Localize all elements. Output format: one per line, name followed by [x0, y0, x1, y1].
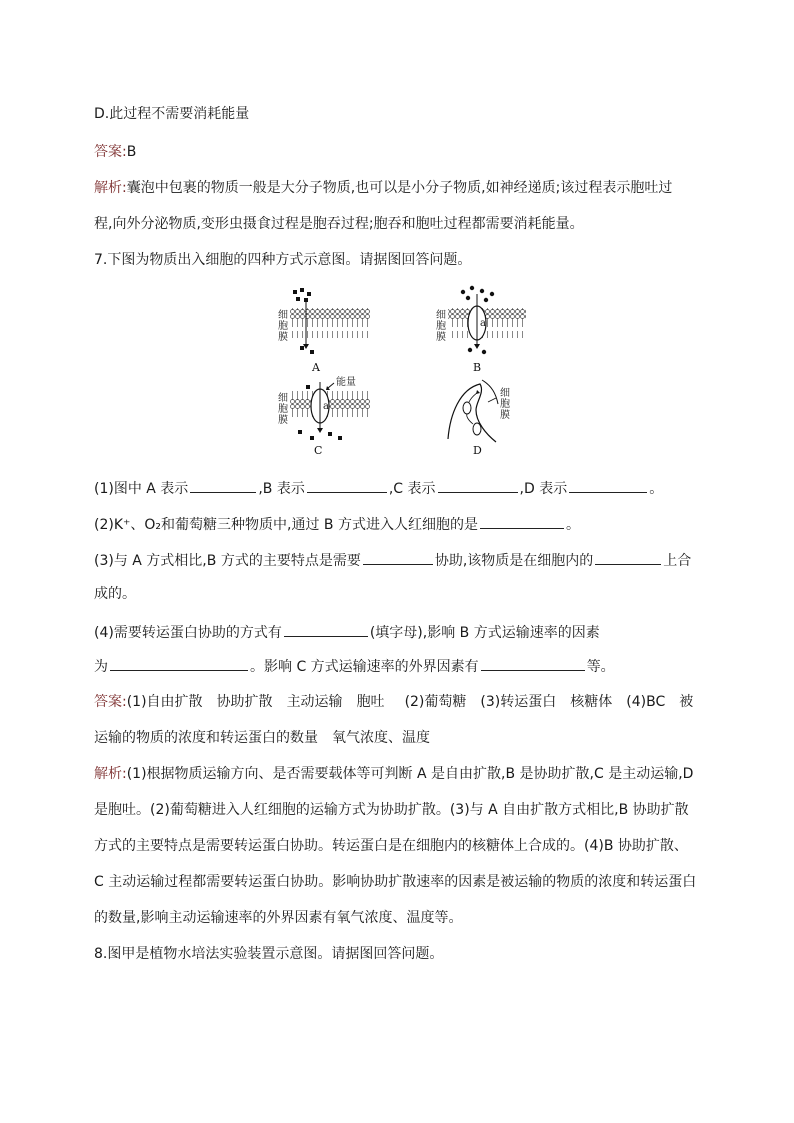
- particle: [480, 289, 484, 293]
- membrane-label-a-1: 细: [278, 310, 288, 321]
- sub3-text-3: 上合: [663, 553, 692, 569]
- particle: [298, 430, 302, 434]
- sub1-text-2: ,B 表示: [258, 481, 305, 497]
- particle: [338, 436, 342, 440]
- sub1-text-5: 。: [649, 481, 664, 497]
- blank-1c[interactable]: [438, 478, 518, 493]
- sub2-text-1: (2)K⁺、O₂和葡萄糖三种物质中,通过 B 方式进入人红细胞的是: [94, 517, 478, 533]
- blank-1a[interactable]: [190, 478, 256, 493]
- q7-answer-line-1: [94, 692, 693, 712]
- particle: [482, 350, 486, 354]
- particle: [328, 432, 332, 436]
- particle: [310, 436, 314, 440]
- particle: [470, 286, 474, 290]
- q7-stem: 7.下图为物质出入细胞的四种方式示意图。请据图回答问题。: [94, 252, 472, 268]
- membrane-label-c-3: 膜: [278, 415, 288, 426]
- membrane-b: [448, 308, 526, 338]
- analysis-text: (1)根据物质运输方向、是否需要载体等可判断 A 是自由扩散,B 是协助扩散,C 是主动运输,D: [126, 766, 694, 782]
- membrane-label-b-1: 细: [436, 310, 446, 321]
- transport-diagram: [270, 284, 530, 464]
- q7-sub2: [94, 514, 580, 535]
- energy-label: 能量: [336, 377, 356, 388]
- answer-part: 主动运输: [286, 694, 343, 710]
- answer-part: 协助扩散: [216, 694, 273, 710]
- answer-part: (3)转运蛋白: [480, 694, 557, 710]
- membrane-label-b-3: 膜: [436, 332, 446, 343]
- blank-1b[interactable]: [307, 478, 387, 493]
- q7-analysis-line-3: 方式的主要特点是需要转运蛋白协助。转运蛋白是在细胞内的核糖体上合成的。(4)B 协助扩散、: [94, 838, 688, 854]
- panel-d: [448, 380, 510, 457]
- q7-analysis-line-4: C 主动运输过程都需要转运蛋白协助。影响协助扩散速率的因素是被运输的物质的浓度和转运蛋白: [94, 874, 697, 890]
- carrier-label-b: a: [480, 318, 486, 329]
- sub4-text-3: 为: [94, 659, 108, 675]
- particle: [310, 350, 314, 354]
- answer-part: 运输的物质的浓度和转运蛋白的数量: [94, 730, 318, 746]
- caption-d: D: [473, 444, 482, 457]
- q7-sub4-line-1: [94, 622, 600, 643]
- answer-part: 氧气浓度、温度: [332, 730, 430, 746]
- answer-part: (1)自由扩散: [126, 694, 203, 710]
- sub1-text-4: ,D 表示: [519, 481, 568, 497]
- particle: [306, 385, 310, 389]
- particle: [468, 348, 472, 352]
- particle: [293, 290, 297, 294]
- answer-part: 被: [679, 694, 694, 710]
- panel-c: [278, 375, 370, 457]
- option-d: D.此过程不需要消耗能量: [94, 106, 250, 122]
- membrane-c: [290, 391, 370, 421]
- answer-part: 核糖体: [570, 694, 613, 710]
- q6-answer: [94, 142, 136, 162]
- caption-b: B: [473, 361, 482, 374]
- sub2-text-2: 。: [566, 517, 580, 533]
- answer-value: B: [126, 144, 137, 160]
- membrane-label-d-2: 胞: [500, 399, 510, 410]
- q8-stem: 8.图甲是植物水培法实验装置示意图。请据图回答问题。: [94, 946, 444, 962]
- sub3-text-1: (3)与 A 方式相比,B 方式的主要特点是需要: [94, 553, 361, 569]
- membrane-label-d-1: 细: [500, 388, 510, 399]
- q7-answer-line-2: [94, 728, 430, 748]
- panel-b: [436, 286, 526, 374]
- membrane-label-a-3: 膜: [278, 332, 288, 343]
- blank-1d[interactable]: [569, 478, 647, 493]
- blank-3a[interactable]: [363, 550, 433, 565]
- arrow-down-icon: [317, 428, 323, 433]
- answer-part: 胞吐: [356, 694, 385, 710]
- q6-analysis-line-2: 程,向外分泌物质,变形虫摄食过程是胞吞过程;胞吞和胞吐过程都需要消耗能量。: [94, 216, 584, 232]
- particle: [300, 288, 304, 292]
- vesicle: [473, 423, 481, 435]
- sub4-text-5: 等。: [586, 659, 615, 675]
- arrow-icon: [476, 390, 480, 394]
- particle: [466, 296, 470, 300]
- analysis-label: 解析:: [94, 180, 127, 196]
- answer-label: 答案:: [94, 144, 127, 160]
- blank-4a[interactable]: [284, 622, 368, 637]
- q7-analysis-line-1: [94, 764, 693, 784]
- sub1-text-3: ,C 表示: [388, 481, 436, 497]
- sub4-text-4: 。影响 C 方式运输速率的外界因素有: [250, 659, 479, 675]
- answer-part: (2)葡萄糖: [404, 694, 467, 710]
- particle: [300, 346, 304, 350]
- analysis-text: 囊泡中包裹的物质一般是大分子物质,也可以是小分子物质,如神经递质;该过程表示胞吐过: [126, 180, 673, 196]
- sub1-text-1: (1)图中 A 表示: [94, 481, 189, 497]
- q6-analysis-line-1: [94, 178, 672, 198]
- answer-part: (4)BC: [626, 694, 666, 710]
- panel-a: [278, 288, 370, 374]
- membrane-label-c-2: 胞: [278, 404, 288, 415]
- membrane-label-c-1: 细: [278, 393, 288, 404]
- blank-4b[interactable]: [110, 656, 248, 671]
- q7-sub3-line-2: 成的。: [94, 586, 136, 602]
- particle: [490, 292, 494, 296]
- caption-c: C: [314, 444, 323, 457]
- membrane-label-d-3: 膜: [500, 410, 510, 421]
- q7-sub4-line-2: [94, 656, 615, 677]
- sub4-text-2: (填字母),影响 B 方式运输速率的因素: [369, 625, 600, 641]
- blank-4c[interactable]: [481, 656, 585, 671]
- caption-a: A: [312, 361, 320, 374]
- q7-analysis-line-2: 是胞吐。(2)葡萄糖进入人红细胞的运输方式为协助扩散。(3)与 A 自由扩散方式相比,B 协助扩散: [94, 802, 689, 818]
- particle: [461, 290, 465, 294]
- carrier-label-c: a: [323, 401, 329, 412]
- particle: [296, 297, 300, 301]
- membrane-label-a-2: 胞: [278, 321, 288, 332]
- sub3-text-2: 协助,该物质是在细胞内的: [434, 553, 594, 569]
- analysis-label: 解析:: [94, 766, 127, 782]
- arrow-down-icon: [474, 344, 480, 349]
- particle: [304, 298, 308, 302]
- membrane-a: [290, 308, 370, 338]
- sub4-text-1: (4)需要转运蛋白协助的方式有: [94, 625, 282, 641]
- membrane-label-b-2: 胞: [436, 321, 446, 332]
- q7-sub1: [94, 478, 663, 499]
- particle: [484, 298, 488, 302]
- answer-label: 答案:: [94, 694, 127, 710]
- q7-analysis-line-5: 的数量,影响主动运输速率的外界因素有氧气浓度、温度等。: [94, 910, 463, 926]
- blank-2[interactable]: [480, 514, 564, 529]
- vesicle: [463, 402, 471, 414]
- particle: [307, 292, 311, 296]
- cell-membrane-curve: [448, 384, 496, 442]
- blank-3b[interactable]: [595, 550, 661, 565]
- q7-sub3-line-1: [94, 550, 691, 571]
